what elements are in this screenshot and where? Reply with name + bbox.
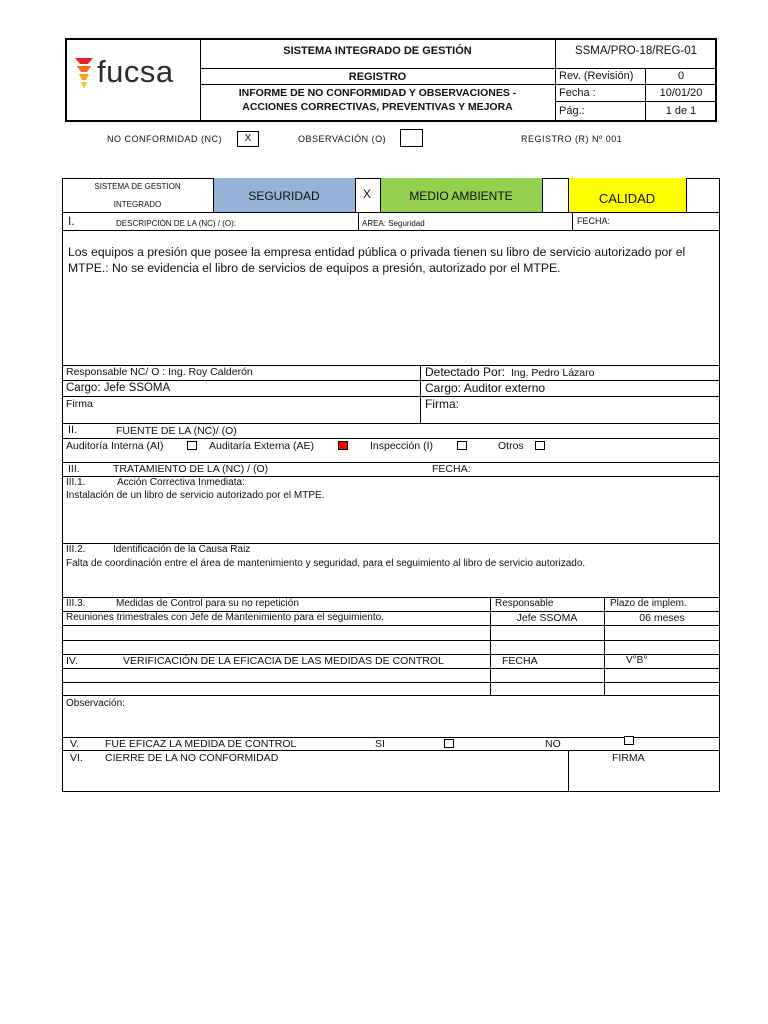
s31-text: Instalación de un libro de servicio autorizado por el MTPE. [66, 490, 325, 501]
s33-row1-responsable: Jefe SSOMA [516, 612, 578, 624]
section4-num: IV. [66, 655, 78, 667]
report-title-line2: ACCIONES CORRECTIVAS, PREVENTIVAS Y MEJORA [242, 101, 513, 113]
section5-num: V. [70, 738, 79, 750]
report-title-line1: INFORME DE NO CONFORMIDAD Y OBSERVACIONES - [238, 87, 517, 99]
section3-label: TRATAMIENTO DE LA (NC) / (O) [113, 463, 269, 475]
pag-label: Pág.: [559, 105, 585, 117]
s32-text: Falta de coordinación entre el área de mantenimiento y seguridad, para el seguimiento al libro de servicio autorizado. [66, 558, 586, 569]
section1-label: DESCRIPCIÓN DE LA (NC) / (O): [116, 219, 237, 228]
description-line2: MTPE.: No se evidencia el libro de servicios de equipos a presión, autorizado por el MTPE. [68, 261, 561, 275]
s33-row1-measure: Reuniones trimestrales con Jefe de Mantenimiento para el seguimiento. [66, 612, 384, 623]
s31-num: III.1. [66, 477, 86, 488]
seguridad-label: SEGURIDAD [248, 189, 320, 203]
nc-checkbox[interactable]: X [237, 131, 259, 147]
opt-ai-checkbox[interactable] [187, 441, 197, 450]
opt-ae-label: Auditaría Externa (AE) [209, 440, 315, 452]
s33-label: Medidas de Control para su no repetición [116, 598, 299, 609]
opt-ae-checkbox[interactable] [338, 441, 348, 450]
company-logo [74, 54, 192, 94]
registro-number: REGISTRO (R) Nº 001 [521, 134, 623, 144]
detectado-label: Detectado Por: [425, 365, 506, 379]
firma-left: Firma [66, 398, 93, 410]
opt-otros-checkbox[interactable] [535, 441, 545, 450]
s33-plazo-header: Plazo de implem. [610, 598, 687, 609]
seguridad-mark[interactable]: X [363, 187, 372, 201]
section5-label: FUE EFICAZ LA MEDIDA DE CONTROL [105, 738, 297, 750]
section1-num: I. [68, 214, 75, 228]
rev-value: 0 [677, 70, 685, 82]
system-title: SISTEMA INTEGRADO DE GESTIÓN [283, 45, 472, 57]
section6-label: CIERRE DE LA NO CONFORMIDAD [105, 752, 279, 764]
section6-firma: FIRMA [612, 752, 645, 764]
cargo-left: Cargo: Jefe SSOMA [66, 382, 171, 394]
fecha-label: Fecha : [559, 87, 596, 99]
section4-vb: V°B° [626, 655, 648, 666]
section2-num: II. [68, 424, 78, 436]
no-checkbox[interactable] [624, 736, 634, 745]
medio-ambiente-label: MEDIO AMBIENTE [409, 189, 513, 203]
description-line1: Los equipos a presión que posee la empresa entidad pública o privada tienen su libro de servicio autorizado por el [68, 245, 686, 259]
sgi-label-2: INTEGRADO [113, 200, 162, 209]
obs-label: OBSERVACIÓN (O) [298, 134, 387, 144]
opt-insp-checkbox[interactable] [457, 441, 467, 450]
s32-num: III.2. [66, 544, 86, 555]
responsable-label: Responsable NC/ O : Ing. Roy Calderón [66, 366, 253, 378]
section2-label: FUENTE DE LA (NC)/ (O) [116, 425, 237, 437]
observacion-label: Observación: [66, 698, 125, 709]
opt-insp-label: Inspección (I) [370, 440, 434, 452]
section4-label: VERIFICACIÓN DE LA EFICACIA DE LAS MEDIDAS DE CONTROL [123, 655, 444, 667]
section6-num: VI. [70, 752, 83, 764]
section3-num: III. [68, 463, 80, 475]
s31-label: Acción Correctiva Inmediata: [117, 477, 245, 488]
calidad-label: CALIDAD [598, 191, 656, 206]
no-label: NO [545, 738, 561, 750]
pag-value: 1 de 1 [665, 105, 697, 117]
logo-text: fucsa [97, 54, 174, 89]
s32-label: Identificación de la Causa Raiz [113, 544, 251, 555]
doc-code: SSMA/PRO-18/REG-01 [574, 45, 698, 57]
sgi-label-1: SISTEMA DE GESTION [94, 182, 181, 191]
cargo-right: Cargo: Auditor externo [425, 381, 546, 395]
si-checkbox[interactable] [444, 739, 454, 748]
section1-fecha: FECHA: [577, 216, 611, 226]
area-label: AREA: Seguridad [362, 219, 425, 228]
firma-right: Firma: [425, 397, 459, 411]
obs-checkbox[interactable] [400, 129, 423, 147]
opt-ai-label: Auditoría Interna (AI) [66, 440, 164, 452]
fecha-value: 10/01/20 [659, 87, 703, 99]
nc-label: NO CONFORMIDAD (NC) [107, 134, 222, 144]
opt-otros-label: Otros [498, 440, 524, 452]
flame-icon [74, 56, 94, 90]
section3-fecha: FECHA: [432, 463, 471, 475]
registro-title: REGISTRO [348, 71, 407, 83]
si-label: SI [375, 738, 385, 750]
rev-label: Rev. (Revisión) [559, 70, 634, 82]
s33-row1-plazo: 06 meses [639, 612, 685, 624]
detectado-value: Ing. Pedro Lázaro [511, 367, 595, 379]
section4-fecha: FECHA [502, 655, 538, 667]
s33-responsable-header: Responsable [495, 598, 554, 609]
s33-num: III.3. [66, 598, 86, 609]
